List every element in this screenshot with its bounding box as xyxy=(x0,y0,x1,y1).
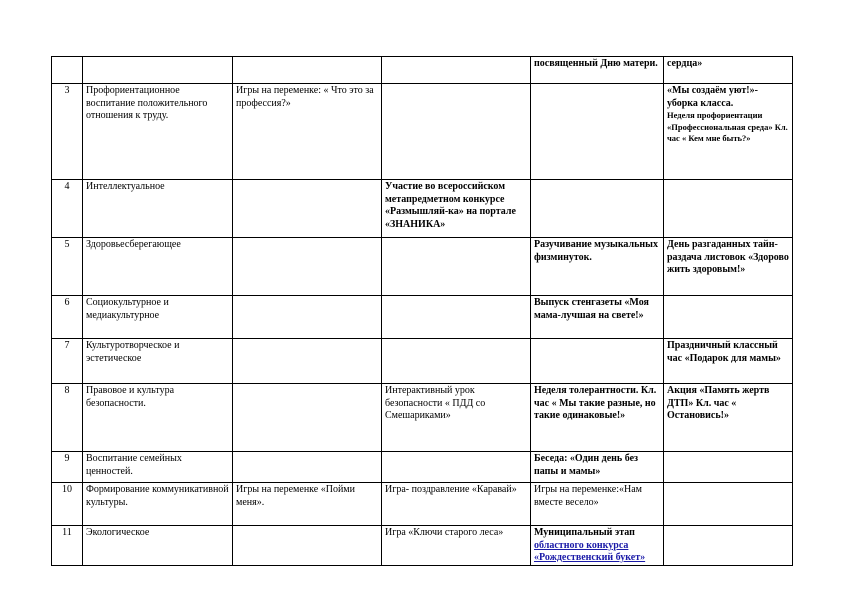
table-cell: Разучивание музыкальных физминуток. xyxy=(531,238,664,296)
table-cell xyxy=(531,526,664,566)
row-number: 11 xyxy=(52,526,83,566)
table-cell: Участие во всероссийском метапредметном конкурсе «Размышляй-ка» на портале «ЗНАНИКА» xyxy=(382,180,531,238)
table-cell xyxy=(382,84,531,180)
table-row xyxy=(52,57,793,84)
row-number: 10 xyxy=(52,483,83,526)
table-cell: Праздничный классный час «Подарок для мамы» xyxy=(664,339,793,384)
table-cell xyxy=(664,180,793,238)
table-cell: Игры на переменке:«Нам вместе весело» xyxy=(531,483,664,526)
table-row xyxy=(52,452,793,483)
table-cell: сердца» xyxy=(664,57,793,84)
row-number: 4 xyxy=(52,180,83,238)
table-row xyxy=(52,238,793,296)
table-cell xyxy=(382,57,531,84)
table-cell xyxy=(233,384,382,452)
direction-cell: Воспитание семейных ценностей. xyxy=(83,452,233,483)
row-number: 5 xyxy=(52,238,83,296)
direction-cell: Правовое и культура безопасности. xyxy=(83,384,233,452)
direction-cell: Профориентационное воспитание положительного отношения к труду. xyxy=(83,84,233,180)
table-row xyxy=(52,84,793,180)
cell-line: Неделя профориентации «Профессиональная среда» Кл. час « Кем мне быть?» xyxy=(667,110,788,143)
table-row xyxy=(52,296,793,339)
row-number: 8 xyxy=(52,384,83,452)
table-row xyxy=(52,526,793,566)
table-cell xyxy=(531,84,664,180)
table-cell xyxy=(664,84,793,180)
table-cell xyxy=(664,296,793,339)
table-cell: посвященный Дню матери. xyxy=(531,57,664,84)
table-cell xyxy=(531,180,664,238)
table-row xyxy=(52,384,793,452)
table-cell xyxy=(664,526,793,566)
table-cell xyxy=(382,296,531,339)
direction-cell: Культуротворческое и эстетическое xyxy=(83,339,233,384)
contest-link[interactable]: областного конкурса «Рождественский букет» xyxy=(534,539,646,563)
table-cell xyxy=(233,296,382,339)
table-cell: Игры на переменке «Пойми меня». xyxy=(233,483,382,526)
row-number: 3 xyxy=(52,84,83,180)
direction-cell: Социокультурное и медиакультурное xyxy=(83,296,233,339)
table-cell: Акция «Память жертв ДТП» Кл. час « Остановись!» xyxy=(664,384,793,452)
table-cell: Игра «Ключи старого леса» xyxy=(382,526,531,566)
table-cell xyxy=(233,452,382,483)
table-row xyxy=(52,483,793,526)
direction-cell: Формирование коммуникативной культуры. xyxy=(83,483,233,526)
cell-line: «Мы создаём уют!»- уборка класса. xyxy=(667,85,758,109)
table-row xyxy=(52,180,793,238)
table-cell xyxy=(531,339,664,384)
table-cell: Беседа: «Один день без папы и мамы» xyxy=(531,452,664,483)
table-cell xyxy=(664,483,793,526)
table-cell xyxy=(382,452,531,483)
direction-cell: Экологическое xyxy=(83,526,233,566)
table-cell: Выпуск стенгазеты «Моя мама-лучшая на свете!» xyxy=(531,296,664,339)
direction-cell xyxy=(83,57,233,84)
table-cell: Интерактивный урок безопасности « ПДД со Смешариками» xyxy=(382,384,531,452)
table-cell: Игры на переменке: « Что это за профессия?» xyxy=(233,84,382,180)
table-cell: День разгаданных тайн- раздача листовок «Здорово жить здоровым!» xyxy=(664,238,793,296)
table-cell xyxy=(382,339,531,384)
table-cell xyxy=(664,452,793,483)
direction-cell: Здоровьесберегающее xyxy=(83,238,233,296)
table-row xyxy=(52,339,793,384)
row-number xyxy=(52,57,83,84)
table-cell xyxy=(233,57,382,84)
cell-line: Муниципальный этап xyxy=(534,527,635,538)
table-cell xyxy=(233,526,382,566)
direction-cell: Интеллектуальное xyxy=(83,180,233,238)
row-number: 6 xyxy=(52,296,83,339)
table-cell: Игра- поздравление «Каравай» xyxy=(382,483,531,526)
table-cell xyxy=(233,180,382,238)
row-number: 7 xyxy=(52,339,83,384)
table-cell: Неделя толерантности. Кл. час « Мы такие разные, но такие одинаковые!» xyxy=(531,384,664,452)
table-cell xyxy=(233,339,382,384)
plan-table xyxy=(51,56,793,566)
table-cell xyxy=(233,238,382,296)
table-cell xyxy=(382,238,531,296)
row-number: 9 xyxy=(52,452,83,483)
